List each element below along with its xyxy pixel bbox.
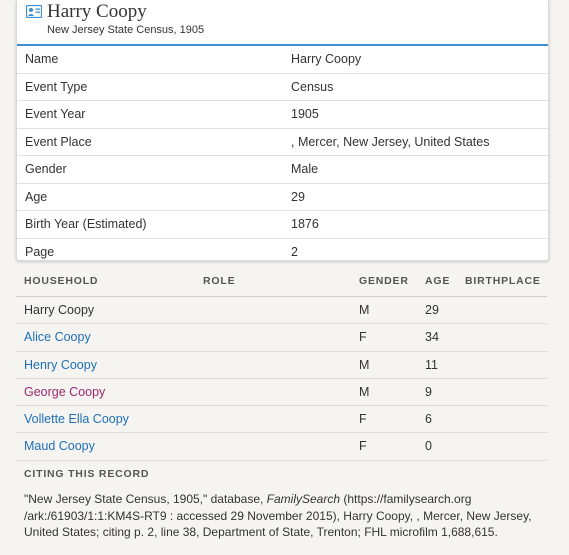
record-card	[16, 0, 549, 261]
gender-column-header: GENDER	[359, 275, 409, 287]
fact-value: Census	[291, 79, 334, 94]
fact-label: Birth Year (Estimated)	[25, 217, 147, 231]
household-member-gender: F	[359, 439, 367, 454]
citation-source: FamilySearch	[266, 492, 341, 506]
household-member-gender: M	[359, 303, 370, 317]
household-member-name: Harry Coopy	[24, 303, 95, 317]
household-row	[16, 433, 547, 460]
citation-part-2: (https://familysearch.org /ark:/61903/1:1:KM4S-RT9 : accessed 29 November 2015), Harry Coopy, , Mercer, New Jersey, United States; citing p. 2, line 38, Department of State, Trenton; FHL microfilm 1,688,615.	[24, 492, 532, 539]
fact-label: Event Type	[25, 79, 88, 94]
fact-row	[17, 211, 548, 239]
household-member-age: 29	[425, 303, 439, 317]
household-member-link[interactable]: Maud Coopy	[24, 439, 95, 454]
fact-value: 29	[291, 189, 305, 204]
household-row	[16, 352, 547, 379]
fact-label: Gender	[25, 162, 67, 176]
person-name: Harry Coopy	[47, 1, 147, 22]
fact-row	[17, 129, 548, 157]
household-member-link[interactable]: Vollette Ella Coopy	[24, 412, 129, 427]
fact-row	[17, 74, 548, 102]
fact-value: , Mercer, New Jersey, United States	[291, 134, 490, 149]
household-member-link[interactable]: Henry Coopy	[24, 357, 97, 372]
household-header-row	[16, 268, 547, 297]
person-card-icon	[26, 5, 42, 18]
record-header	[17, 0, 548, 46]
fact-value: Harry Coopy	[291, 52, 362, 66]
age-column-header: AGE	[425, 275, 451, 287]
household-row	[16, 379, 547, 406]
citation-part-1: "New Jersey State Census, 1905," database,	[24, 492, 267, 506]
fact-label: Age	[25, 189, 48, 204]
birthplace-column-header: BIRTHPLACE	[465, 275, 541, 287]
fact-value: 1905	[291, 107, 319, 121]
facts-table	[17, 46, 548, 261]
fact-label: Event Place	[25, 134, 92, 149]
household-member-gender: F	[359, 330, 367, 345]
household-member-gender: M	[359, 357, 370, 372]
household-member-age: 6	[425, 412, 432, 427]
fact-value: 2	[291, 244, 298, 259]
fact-label: Page	[25, 244, 55, 259]
household-row	[16, 297, 547, 324]
fact-value: 1876	[291, 217, 319, 231]
household-table	[16, 268, 547, 461]
household-column-header: HOUSEHOLD	[24, 275, 99, 287]
role-column-header: ROLE	[203, 275, 236, 287]
fact-row	[17, 46, 548, 74]
fact-label: Name	[25, 52, 59, 66]
fact-row	[17, 156, 548, 184]
household-row	[16, 406, 547, 433]
fact-label: Event Year	[25, 107, 86, 121]
household-member-link[interactable]: Alice Coopy	[24, 330, 91, 345]
citation-title: CITING THIS RECORD	[24, 468, 150, 480]
household-member-link[interactable]: George Coopy	[24, 384, 106, 399]
fact-row	[17, 101, 548, 129]
fact-row	[17, 239, 548, 262]
household-member-age: 0	[425, 439, 432, 454]
household-member-age: 34	[425, 330, 439, 345]
household-member-gender: F	[359, 412, 367, 427]
fact-value: Male	[291, 162, 319, 176]
fact-row	[17, 184, 548, 212]
household-member-age: 9	[425, 384, 432, 399]
household-row	[16, 324, 547, 351]
citation-text	[24, 491, 554, 541]
household-member-gender: M	[359, 384, 370, 399]
household-member-age: 11	[425, 357, 438, 372]
collection-title: New Jersey State Census, 1905	[47, 24, 205, 36]
